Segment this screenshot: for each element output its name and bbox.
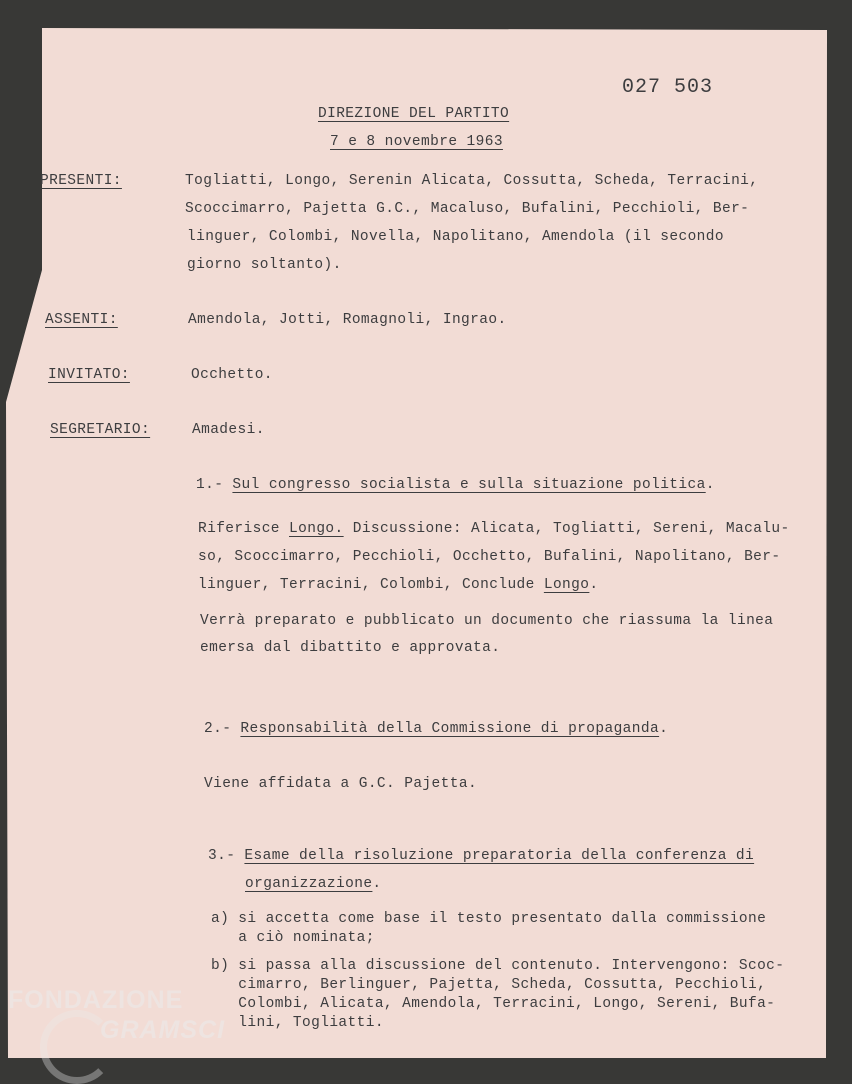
- document-date: 7 e 8 novembre 1963: [330, 134, 503, 150]
- presenti-label: PRESENTI:: [40, 173, 122, 189]
- item2-title-end: .: [659, 721, 669, 737]
- item1-title: Sul congresso socialista e sulla situazione politica: [232, 477, 706, 493]
- item1-para2-line: Verrà preparato e pubblicato un documento che riassuma la linea: [200, 613, 774, 629]
- item3-point-a: a) si accetta come base il testo presentato dalla commissione: [211, 911, 767, 927]
- item3-title-cont: organizzazione: [245, 876, 373, 892]
- item3-point-b: Colombi, Alicata, Amendola, Terracini, Longo, Sereni, Bufa-: [211, 996, 776, 1012]
- watermark-line2: GRAMSCI: [100, 1016, 226, 1044]
- item1-text-line: so, Scoccimarro, Pecchioli, Occhetto, Bufalini, Napolitano, Ber-: [198, 549, 781, 565]
- item3-heading-line2: [245, 876, 382, 892]
- presenti-line: giorno soltanto).: [187, 257, 342, 273]
- watermark-line1: FONDAZIONE: [8, 986, 184, 1014]
- item3-point-b: b) si passa alla discussione del contenuto. Intervengono: Scoc-: [211, 958, 785, 974]
- assenti-label: ASSENTI:: [45, 312, 118, 328]
- item2-number: 2.-: [204, 721, 232, 737]
- watermark: [8, 985, 225, 1045]
- invitato-value: Occhetto.: [191, 367, 273, 383]
- invitato-label: INVITATO:: [48, 367, 130, 383]
- item3-point-a: a ciò nominata;: [211, 930, 375, 946]
- item1-speaker: Longo: [543, 577, 590, 593]
- item1-speaker: Longo.: [289, 521, 344, 537]
- document-title: DIREZIONE DEL PARTITO: [318, 106, 510, 122]
- item1-text: Discussione: Alicata, Togliatti, Sereni, Macalu-: [343, 521, 790, 537]
- segretario-label: SEGRETARIO:: [50, 422, 151, 438]
- presenti-line: Togliatti, Longo, Serenin Alicata, Cossutta, Scheda, Terracini,: [185, 173, 759, 189]
- item3-title: Esame della risoluzione preparatoria della conferenza di: [244, 848, 755, 864]
- document-number: 027 503: [622, 76, 714, 99]
- item3-point-b: cimarro, Berlinguer, Pajetta, Scheda, Cossutta, Pecchioli,: [211, 977, 767, 993]
- item3-heading: [208, 848, 754, 864]
- presenti-line: Scoccimarro, Pajetta G.C., Macaluso, Bufalini, Pecchioli, Ber-: [185, 201, 750, 217]
- item2-heading: [204, 721, 668, 737]
- item1-text: linguer, Terracini, Colombi, Conclude: [198, 577, 544, 593]
- item2-title: Responsabilità della Commissione di propaganda: [240, 721, 660, 737]
- item1-number: 1.-: [196, 477, 224, 493]
- item1-title-end: .: [705, 477, 715, 493]
- item3-point-b: lini, Togliatti.: [211, 1015, 384, 1031]
- item2-text: Viene affidata a G.C. Pajetta.: [204, 776, 478, 792]
- presenti-line: linguer, Colombi, Novella, Napolitano, Amendola (il secondo: [187, 229, 724, 245]
- assenti-value: Amendola, Jotti, Romagnoli, Ingrao.: [188, 312, 507, 328]
- item1-text: Riferisce: [198, 521, 290, 537]
- item1-text-line: [198, 521, 790, 537]
- segretario-value: Amadesi.: [192, 422, 265, 438]
- item1-heading: [196, 477, 715, 493]
- item1-text-line: [198, 577, 598, 593]
- item1-para2-line: emersa dal dibattito e approvata.: [200, 640, 501, 656]
- item3-title-end: .: [372, 876, 382, 892]
- item1-text: .: [589, 577, 599, 593]
- item3-number: 3.-: [208, 848, 236, 864]
